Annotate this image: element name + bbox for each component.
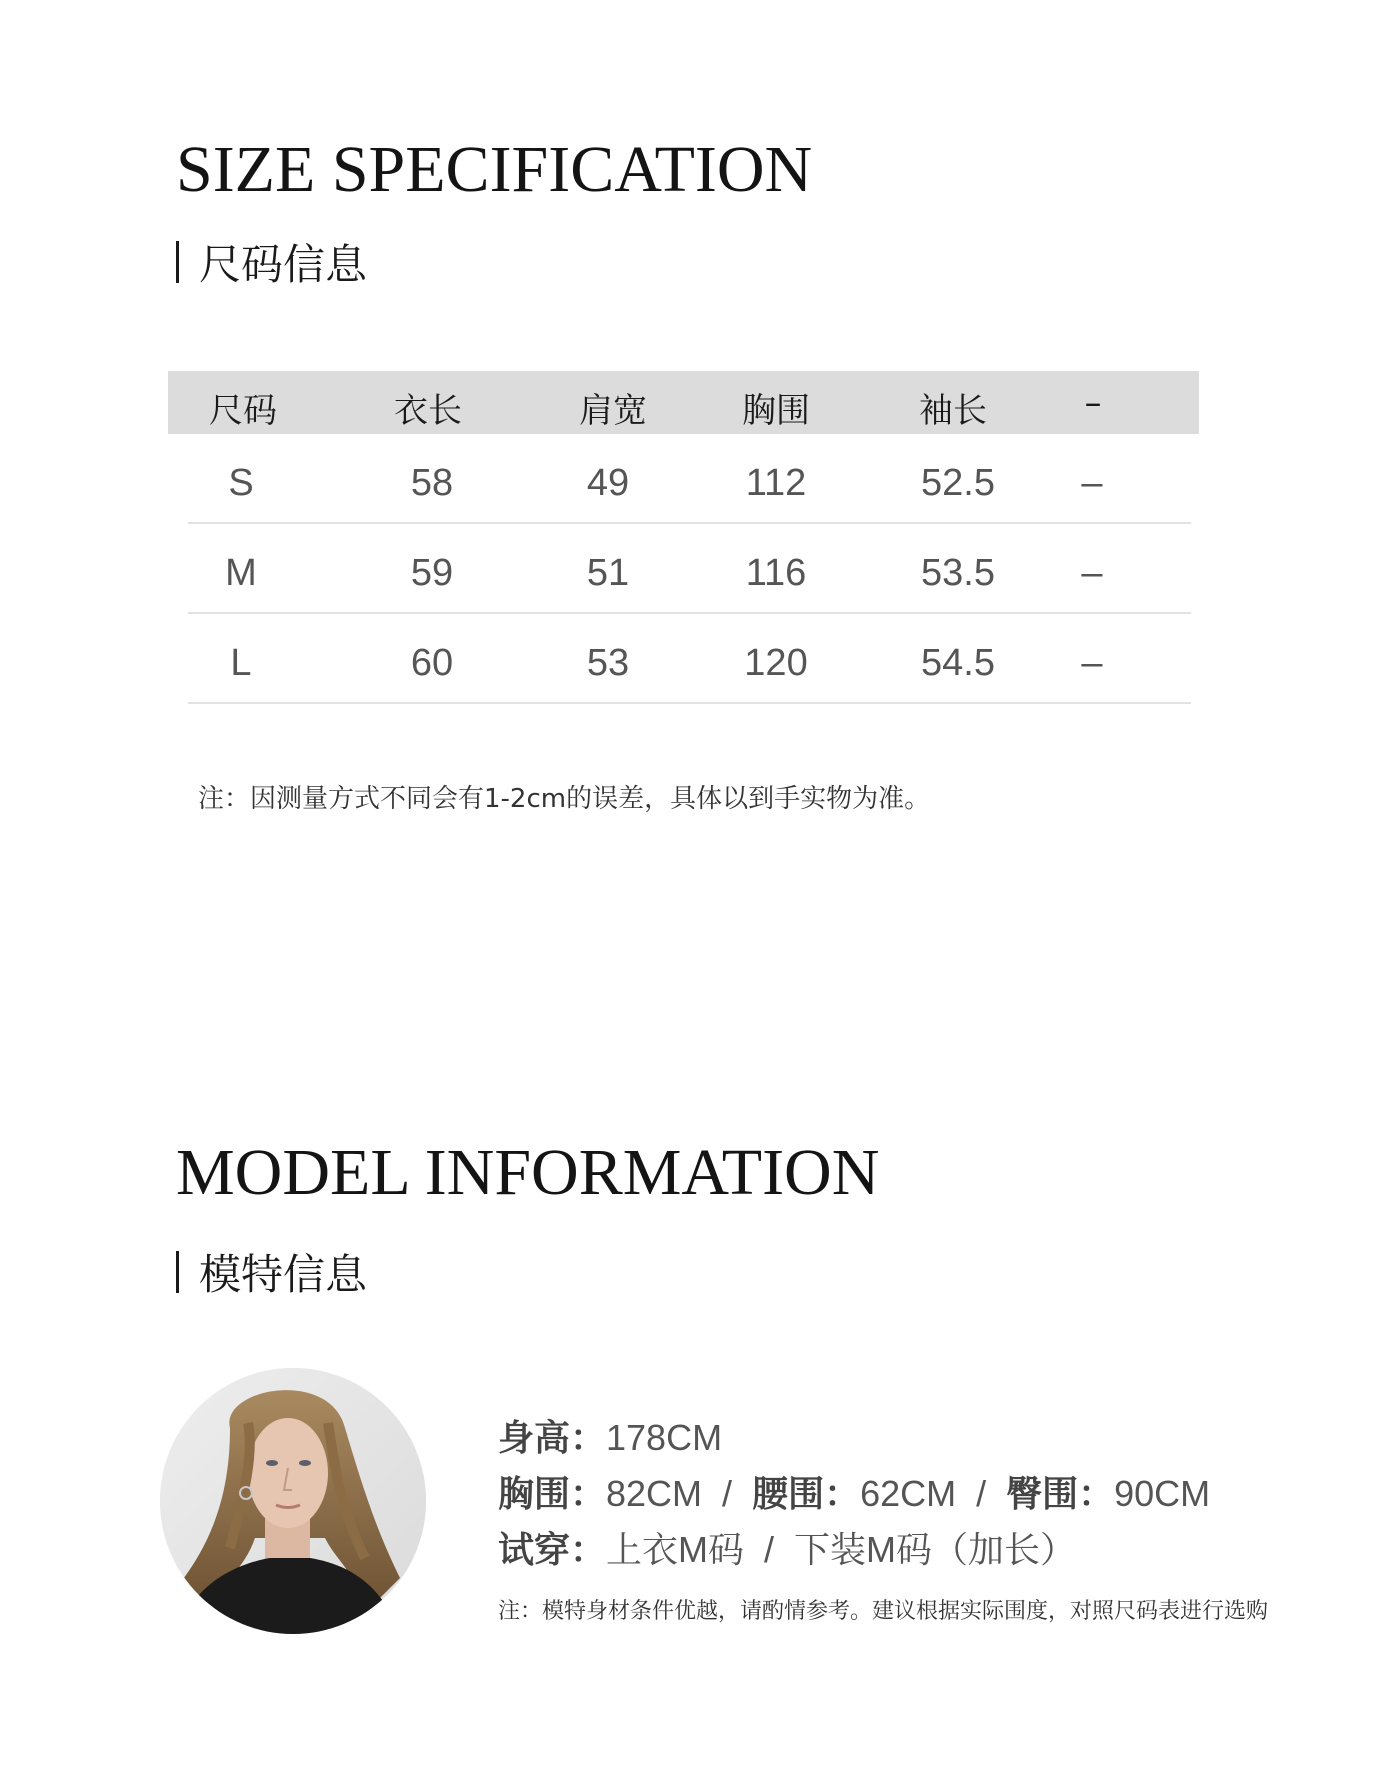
cell-extra: – (1081, 642, 1103, 684)
bust-value: 82CM (606, 1473, 703, 1514)
bust-label: 胸围： (498, 1474, 607, 1515)
header-cell-sleeve: 袖长 (919, 391, 987, 431)
model-measurements-line (498, 1466, 1210, 1517)
size-table (168, 371, 1199, 704)
hip-label: 臀围： (1006, 1474, 1115, 1515)
cell-size: L (230, 642, 252, 684)
table-row (168, 434, 1199, 524)
size-subtitle-text: 尺码信息 (199, 240, 368, 289)
hip-value: 90CM (1114, 1473, 1211, 1514)
model-portrait-image (160, 1368, 426, 1634)
cell-chest: 120 (744, 642, 808, 684)
cell-length: 59 (410, 552, 454, 594)
separator: / (976, 1473, 987, 1514)
cell-shoulder: 51 (586, 552, 630, 594)
waist-label: 腰围： (752, 1474, 861, 1515)
subtitle-divider (176, 1251, 179, 1293)
cell-length: 60 (410, 642, 454, 684)
separator: / (722, 1473, 733, 1514)
height-value: 178CM (606, 1417, 723, 1458)
size-note: 注：因测量方式不同会有1-2cm的误差，具体以到手实物为准。 (198, 784, 931, 814)
model-subtitle-text: 模特信息 (199, 1250, 368, 1299)
tryon-top: 上衣M码 (606, 1529, 745, 1570)
tryon-bottom: 下装M码（加长） (794, 1529, 1077, 1570)
cell-extra: – (1081, 552, 1103, 594)
header-cell-extra: – (1084, 383, 1102, 423)
height-label: 身高： (498, 1418, 607, 1459)
model-section-title: MODEL INFORMATION (176, 1136, 880, 1209)
model-section-subtitle (176, 1242, 367, 1302)
header-cell-length: 衣长 (394, 391, 462, 431)
cell-sleeve: 53.5 (921, 552, 995, 594)
row-divider (188, 702, 1191, 704)
size-section-title: SIZE SPECIFICATION (176, 133, 813, 206)
cell-extra: – (1081, 462, 1103, 504)
table-row (168, 614, 1199, 704)
model-tryon-line (498, 1522, 1076, 1573)
subtitle-divider (176, 241, 179, 283)
cell-shoulder: 49 (586, 462, 630, 504)
model-avatar (160, 1368, 426, 1634)
cell-sleeve: 54.5 (921, 642, 995, 684)
cell-shoulder: 53 (586, 642, 630, 684)
table-row (168, 524, 1199, 614)
cell-size: M (225, 552, 257, 594)
cell-chest: 112 (745, 462, 807, 504)
waist-value: 62CM (860, 1473, 957, 1514)
cell-length: 58 (410, 462, 454, 504)
cell-chest: 116 (745, 552, 807, 594)
model-note: 注：模特身材条件优越，请酌情参考。建议根据实际围度，对照尺码表进行选购 (498, 1599, 1269, 1624)
size-section-subtitle (176, 232, 367, 292)
header-cell-shoulder: 肩宽 (579, 391, 647, 431)
model-height-line (498, 1410, 722, 1461)
header-cell-size: 尺码 (209, 391, 277, 431)
header-cell-chest: 胸围 (742, 391, 810, 431)
cell-sleeve: 52.5 (921, 462, 995, 504)
cell-size: S (228, 462, 254, 504)
separator: / (764, 1529, 775, 1570)
size-table-header (168, 371, 1199, 434)
tryon-label: 试穿： (498, 1530, 607, 1571)
